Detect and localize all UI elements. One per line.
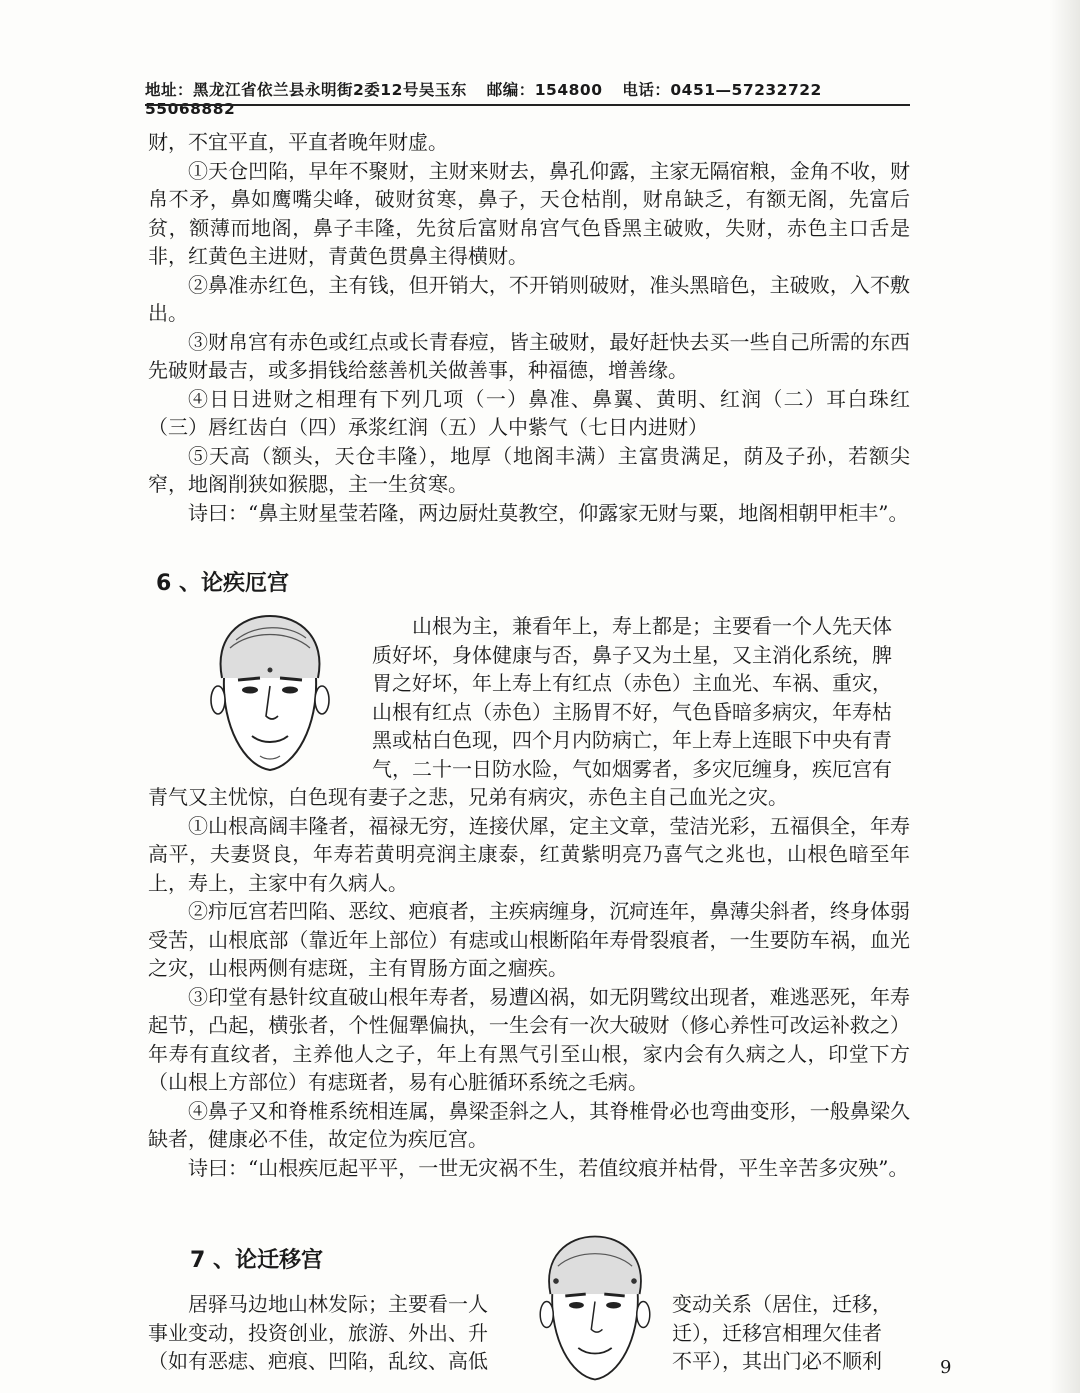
- paragraph: ③印堂有悬针纹直破山根年寿者，易遭凶祸，如无阴骘纹出现者，难逃恶死，年寿起节，凸起，横张者，个性倔犟偏执，一生会有一次大破财（修心养性可改运补救之）年寿有直纹者，主养他人之子，年上有黑气引至山根，家内会有久病之人，印堂下方（山根上方部位）有痣斑者，易有心脏循环系统之毛病。: [148, 984, 910, 1094]
- text-line: 质好坏，身体健康与否，鼻子又为土星，又主消化系统，脾: [372, 642, 892, 667]
- page-edge-shadow: [1050, 0, 1080, 1393]
- paragraph: ④日日进财之相理有下列几项（一）鼻准、鼻翼、黄明、红润（二）耳白珠红（三）唇红齿白（四）承浆红润（五）人中紫气（七日内进财）: [148, 386, 910, 439]
- text-line: 迁），迁移宫相理欠佳者: [672, 1320, 882, 1345]
- text-line: 气，二十一日防水险，气如烟雾者，多灾厄缠身，疾厄宫有: [372, 756, 892, 781]
- section-6-intro: [372, 612, 910, 783]
- poem: 诗曰：“山根疾厄起平平，一世无灾祸不生，若值纹痕并枯骨，平生辛苦多灾殃”。: [188, 1155, 909, 1180]
- section-7-title: 7 、论迁移宫: [190, 1248, 323, 1273]
- section-7-left: [148, 1290, 528, 1376]
- text-line: 山根为主，兼看年上，寿上都是；主要看一个人先天体: [412, 614, 892, 638]
- text-line: 事业变动，投资创业，旅游、外出、升: [148, 1320, 488, 1345]
- paragraph: ④鼻子又和脊椎系统相连属，鼻梁歪斜之人，其脊椎骨必也弯曲变形，一般鼻梁久缺者，健康必不佳，故定位为疾厄宫。: [148, 1098, 910, 1151]
- text-line: 变动关系（居住，迁移，: [672, 1292, 892, 1316]
- header-phone: 电话：0451—57232722: [622, 81, 822, 99]
- header-phone2: 55068882: [145, 100, 236, 118]
- text-line: 不平），其出门必不顺利: [672, 1349, 882, 1373]
- text-line: 山根有红点（赤色）主肠胃不好，气色昏暗多病灾，年寿枯: [372, 699, 892, 724]
- text-line: （如有恶痣、疤痕、凹陷，乱纹、高低: [148, 1349, 488, 1373]
- paragraph: 财，不宜平直，平直者晚年财虚。: [148, 130, 448, 154]
- face-illustration-qianyi: [530, 1228, 660, 1388]
- section-7-right: [672, 1290, 912, 1376]
- paragraph: ①山根高阔丰隆者，福禄无穷，连接伏犀，定主文章，莹洁光彩，五福俱全，年寿高平，夫妻贤良，年寿若黄明亮润主康泰，红黄紫明亮乃喜气之兆也，山根色暗至年上，寿上，主家中有久病人。: [148, 813, 910, 895]
- paragraph: ①天仓凹陷，早年不聚财，主财来财去，鼻孔仰露，主家无隔宿粮，金角不收，财帛不矛，鼻如鹰嘴尖峰，破财贫寒，鼻子，天仓枯削，财帛缺乏，有额无阁，先富后贫，额薄而地阁，鼻子丰隆，先贫后富财帛宫气色昏黑主破败，失财，赤色主口舌是非，红黄色主进财，青黄色贯鼻主得横财。: [148, 158, 910, 268]
- header-address: 地址：黑龙江省依兰县永明街2委12号吴玉东: [145, 81, 467, 99]
- page-header: [145, 78, 905, 118]
- text-line: 胃之好坏，年上寿上有红点（赤色）主血光、车祸、重灾，: [372, 671, 892, 695]
- paragraph: ②疖厄宫若凹陷、恶纹、疤痕者，主疾病缠身，沉疴连年，鼻薄尖斜者，终身体弱受苦，山根底部（靠近年上部位）有痣或山根断陷年寿骨裂痕者，一生要防车祸，血光之灾，山根两侧有痣斑，主有胃肠方面之痼疾。: [148, 899, 910, 980]
- face-illustration-jie: [200, 608, 340, 778]
- text-line: 黑或枯白色现，四个月内防病亡，年上寿上连眼下中央有青: [372, 728, 892, 752]
- section-6-text: [148, 783, 910, 1182]
- text-line: 居驿马边地山林发际；主要看一人: [188, 1292, 488, 1316]
- section-5-text: [148, 128, 910, 527]
- page-number: 9: [940, 1357, 952, 1378]
- poem: 诗曰：“鼻主财星莹若隆，两边厨灶莫教空，仰露家无财与粟，地阁相朝甲柜丰”。: [188, 500, 909, 525]
- section-6-title: 6 、论疾厄宫: [156, 571, 289, 596]
- header-postcode: 邮编：154800: [486, 81, 603, 99]
- paragraph: ⑤天高（额头，天仓丰隆），地厚（地阁丰满）主富贵满足，荫及子孙，若额尖窄，地阁削狭如猴腮，主一生贫寒。: [148, 443, 910, 496]
- paragraph: ②鼻准赤红色，主有钱，但开销大，不开销则破财，准头黑暗色，主破败，入不敷出。: [148, 272, 910, 325]
- header-rule: [145, 104, 910, 106]
- paragraph: ③财帛宫有赤色或红点或长青春痘，皆主破财，最好赶快去买一些自己所需的东西先破财最吉，或多捐钱给慈善机关做善事，种福德，增善缘。: [148, 329, 910, 382]
- text-line: 青气又主忧惊，白色现有妻子之悲，兄弟有病灾，赤色主自己血光之灾。: [148, 785, 788, 809]
